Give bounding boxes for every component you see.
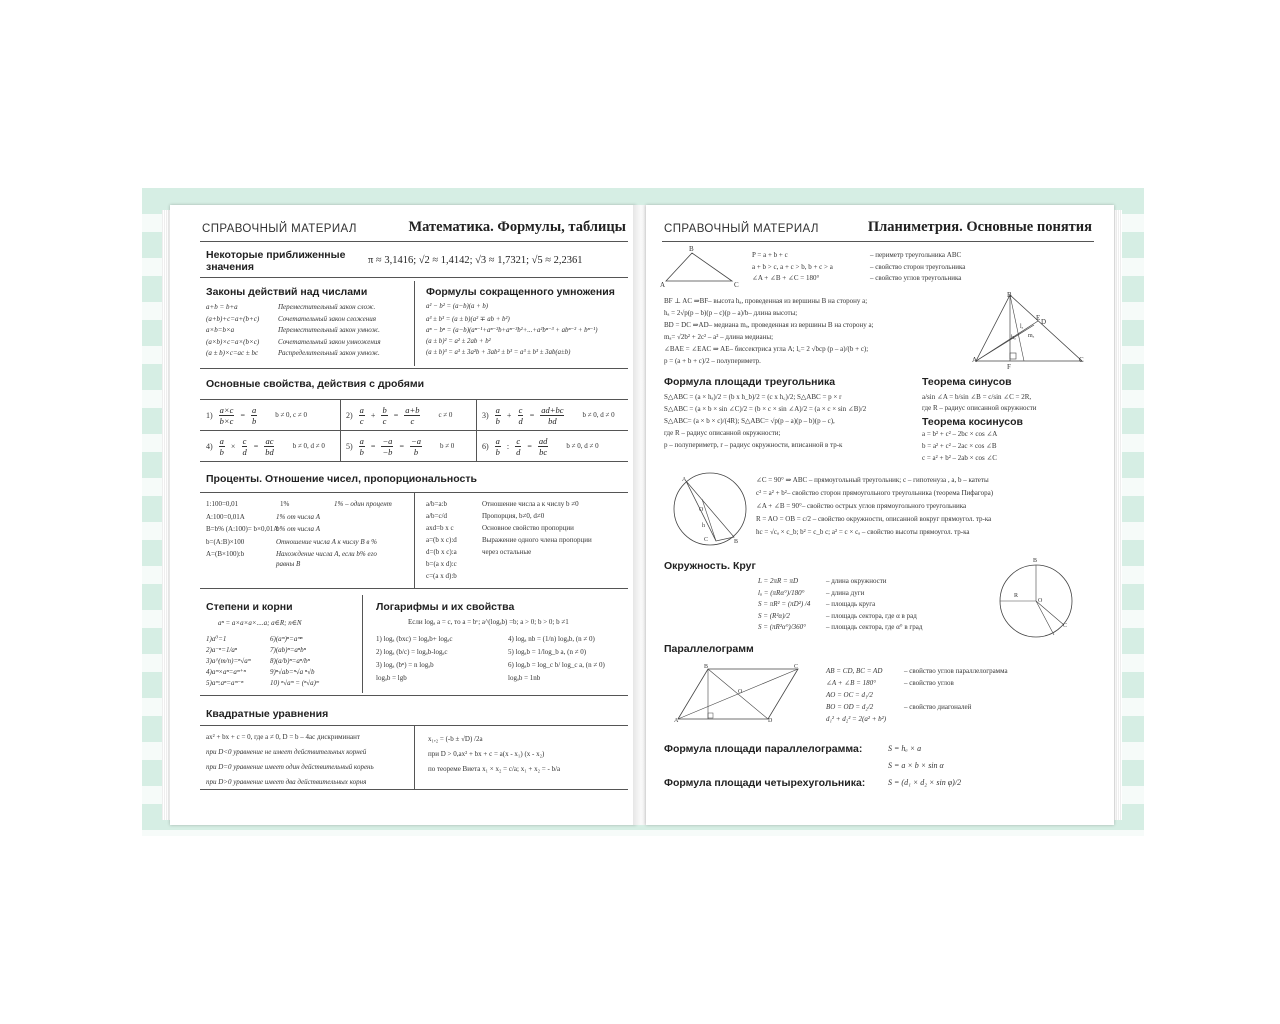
divider — [200, 461, 628, 462]
circle-description: – длина окружности — [826, 577, 887, 585]
fraction — [359, 405, 365, 426]
label-a-point: A — [682, 477, 687, 483]
fraction-condition: b ≠ 0 — [439, 442, 455, 450]
power-rule: 5)aᵐ:aⁿ=aᵐ⁻ⁿ — [206, 679, 244, 687]
power-rule: 9)ⁿ√ab=ⁿ√a ⁿ√b — [270, 668, 315, 676]
law-formula: a+b = b+a — [206, 303, 238, 311]
page-edge — [162, 210, 170, 820]
ratio-description: Выражение одного члена пропорции — [482, 536, 592, 544]
fraction — [264, 436, 275, 457]
label-b-point: B — [689, 245, 694, 253]
law-formula: (a+b)+c=a+(b+c) — [206, 314, 260, 323]
power-rule: 6)(aᵐ)ⁿ=aᵐⁿ — [270, 635, 303, 643]
label-a-point: A — [972, 356, 978, 364]
law-description: Сочетательный закон сложения — [278, 314, 377, 323]
fraction — [219, 436, 225, 457]
page-title: Планиметрия. Основные понятия — [867, 219, 1092, 235]
triangle-altitude-diagram — [972, 291, 1086, 365]
triangle-line: hₐ = 2√p(p – b)(p – c)(p – a)/b– длина высоты; — [664, 309, 798, 317]
fraction-item — [346, 403, 452, 427]
area-title: Формула площади треугольника — [664, 376, 836, 388]
fractions-title: Основные свойства, действия с дробями — [206, 378, 425, 390]
area-formula: S△ABC = (a × hₐ)/2 = (b x h_b)/2 = (c x h꜀)/2; S△ABC = p × r — [664, 393, 842, 401]
label-c-point: C — [734, 281, 739, 289]
fraction-number: 3) — [482, 410, 489, 420]
fraction-numerator: ad — [538, 435, 548, 446]
equals-sign: = — [399, 441, 404, 451]
ratio-formula: a/b=c/d — [426, 512, 448, 520]
triangle-description: – свойство сторон треугольника — [870, 262, 966, 271]
divider — [662, 241, 1094, 242]
log-rule: 6) logₐb = log_c b/ log_c a, (n ≠ 0) — [508, 661, 605, 669]
fraction — [410, 436, 422, 457]
sines-title: Теорема синусов — [922, 376, 1012, 388]
fraction-item — [206, 434, 325, 458]
triangle-description: – периметр треугольника ABC — [870, 251, 962, 259]
fraction-denominator: c — [382, 415, 387, 426]
parallelogram-description: – свойство диагоналей — [904, 703, 972, 711]
parallelogram-formula: ∠A + ∠B = 180° — [826, 679, 876, 687]
percent-formula: A=(B×100):b — [206, 550, 245, 558]
short-mult-formula: a³ ± b³ = (a ± b)(a² ∓ ab + b²) — [426, 315, 510, 323]
fraction-numerator: c — [516, 435, 521, 446]
fraction-numerator: b — [382, 404, 387, 415]
divider — [414, 281, 415, 366]
divider — [200, 368, 628, 369]
right-triangle-rule: c² = a² + b²– свойство сторон прямоугольного треугольника (теорема Пифагора) — [756, 489, 994, 497]
fraction-condition: b ≠ 0, d ≠ 0 — [292, 442, 325, 450]
quadratic-formula: при D > 0,ax² + bx + c = a(x - x₁) (x - x₂) — [428, 750, 545, 758]
fraction-denominator: b — [219, 446, 224, 457]
cosines-formula: a = b² + c² – 2bc × cos ∠A — [922, 430, 998, 438]
divider — [200, 588, 628, 589]
operator: + — [506, 410, 512, 420]
cosines-formula: c = a² + b² – 2ab × cos ∠C — [922, 454, 997, 462]
fraction — [515, 436, 521, 457]
fraction-denominator: bc — [539, 446, 548, 457]
fraction-denominator: b — [359, 446, 364, 457]
fraction-denominator: d — [516, 446, 521, 457]
equals-sign: = — [529, 410, 535, 420]
fraction-numerator: a — [495, 435, 500, 446]
fraction — [538, 436, 549, 457]
fraction-denominator: b — [495, 446, 500, 457]
triangle-line: mₐ= √2b² + 2c² – a² – длина медианы; — [664, 333, 774, 341]
circle-title: Окружность. Круг — [664, 560, 756, 572]
fraction-condition: b ≠ 0, d ≠ 0 — [566, 442, 599, 450]
percent-description: Отношение числа A к числу B в % — [276, 537, 377, 546]
fraction — [495, 405, 501, 426]
triangle-line: BF ⊥ AC ⇒BF– высота hₐ, проведенная из вершины B на сторону a; — [664, 297, 868, 305]
label-o-point: O — [738, 689, 743, 695]
fraction-numerator: c — [242, 435, 247, 446]
power-rule: 3)a^(m/n)=ⁿ√aᵐ — [206, 657, 251, 665]
fraction-number: 6) — [482, 441, 489, 451]
ratio-formula: axd=b x c — [426, 524, 454, 532]
fraction-numerator: a — [219, 435, 224, 446]
fraction-number: 1) — [206, 410, 213, 420]
logs-title: Логарифмы и их свойства — [376, 601, 515, 613]
ratio-description: Пропорция, b≠0, d≠0 — [482, 512, 545, 520]
fraction — [251, 405, 257, 426]
fraction-denominator: −b — [382, 446, 393, 457]
parallelogram-area-formula-2: S = a × b × sin α — [888, 761, 944, 770]
fraction-condition: b ≠ 0, c ≠ 0 — [275, 411, 307, 419]
fraction-number: 5) — [346, 441, 353, 451]
fraction-condition: c ≠ 0 — [438, 411, 453, 419]
parallelogram-area-formula-1: S = hₐ × a — [888, 744, 922, 753]
fraction-number: 2) — [346, 410, 353, 420]
quadratic-formula: по теореме Виета x₁ × x₂ = c/a; x₁ + x₂ = - b/a — [428, 765, 561, 773]
log-rule: 4) logₐ nb = (1/n) logₐb, (n ≠ 0) — [508, 635, 595, 643]
divider — [200, 277, 628, 278]
label-ha: hₐ — [1011, 335, 1016, 341]
circle-description: – площадь сектора, где α в рад — [826, 611, 917, 620]
approx-values: π ≈ 3,1416; √2 ≈ 1,4142; √3 ≈ 1,7321; √5 ≈ 2,2361 — [368, 255, 583, 266]
short-mult-title: Формулы сокращенного умножения — [426, 286, 615, 298]
divider — [362, 595, 363, 693]
fraction — [219, 405, 235, 426]
fraction-numerator: a — [495, 404, 500, 415]
fraction-item — [482, 403, 615, 427]
quadratic-formula: x₁,₂ = (-b ± √D) /2a — [428, 735, 483, 743]
log-rule: logₐb = lgb — [376, 674, 407, 682]
circle-formula: lₐ = (πRα°)/180° — [758, 588, 805, 597]
ratio-formula: b=(a x d):c — [426, 560, 457, 568]
left-page — [170, 205, 636, 825]
fraction-item — [482, 434, 599, 458]
parallelogram-formula: AO = OC = d₁/2 — [826, 691, 873, 699]
triangle-diagram — [662, 247, 736, 287]
logs-definition: Если logₐ a = c, то a = bᶜ; a^(logₐb) =b; a > 0; b > 0; b ≠1 — [408, 618, 569, 626]
label-la: lₐ — [1020, 324, 1024, 330]
fraction-numerator: a×c — [219, 404, 234, 415]
label-c-point: C — [1079, 356, 1084, 364]
fraction-numerator: a+b — [405, 404, 420, 415]
label-c-point: C — [704, 537, 709, 543]
approx-title: Некоторые приближенные — [206, 249, 346, 261]
cosines-title: Теорема косинусов — [922, 416, 1023, 428]
page-edge — [1114, 210, 1122, 820]
fraction — [381, 405, 387, 426]
circle-formula: S = (πR²α°)/360° — [758, 623, 806, 631]
fraction-denominator: b — [495, 415, 500, 426]
circle-description: – длина дуги — [826, 588, 865, 597]
parallelogram-formula: d₁² + d₂² = 2(a² + b²) — [826, 715, 887, 723]
percent-description: равны B — [276, 560, 301, 568]
circle-formula: S = (R²α)/2 — [758, 611, 790, 620]
parallelogram-formula: BO = OD = d₂/2 — [826, 703, 874, 711]
ratio-formula: a=(b x c):d — [426, 536, 457, 544]
law-formula: (a ± b)×c=ac ± bc — [206, 349, 259, 357]
divider — [200, 695, 628, 696]
fraction-numerator: a — [251, 404, 257, 415]
sines-formula: где R – радиус описанной окружности — [922, 404, 1037, 412]
divider — [476, 399, 477, 461]
label-ma: mₐ — [1028, 333, 1035, 339]
equals-sign: = — [393, 410, 399, 420]
fraction-numerator: a — [359, 435, 364, 446]
cosines-formula: b = a² + c² – 2ac × cos ∠B — [922, 442, 997, 450]
power-rule: 4)aᵐ×aⁿ=aᵐ⁺ⁿ — [206, 668, 246, 676]
fraction-numerator: ad+bc — [541, 404, 564, 415]
log-rule: 3) logₐ (bⁿ) = n logₐb — [376, 661, 434, 669]
label-o-point: O — [699, 507, 704, 513]
fraction-denominator: d — [518, 415, 523, 426]
label-o-point: O — [1038, 598, 1043, 604]
power-rule: 2)a⁻ⁿ=1/aⁿ — [206, 646, 238, 654]
fraction — [359, 436, 365, 457]
divider — [200, 241, 628, 242]
circle-formula: L = 2πR = πD — [758, 577, 799, 585]
right-triangle-rule: hc = √cₐ × c_b; b² = c_b c; a² = c × cₐ – свойство высоты прямоугол. тр-ка — [756, 528, 970, 536]
equals-sign: = — [253, 441, 259, 451]
log-rule: 5) logₐb = 1/log_b a, (n ≠ 0) — [508, 648, 587, 656]
operator: + — [370, 410, 376, 420]
fraction-denominator: c — [410, 415, 415, 426]
area-formula: p – полупериметр, r – радиус окружности, вписанной в тр-к — [664, 441, 843, 449]
label-b-point: B — [1007, 291, 1012, 299]
percents-title: Проценты. Отношение чисел, пропорциональность — [206, 473, 477, 485]
log-rule: logₐb = 1nb — [508, 674, 541, 682]
ratio-formula: d=(b x c):a — [426, 548, 457, 556]
circle-formula: S = πR² = (πD²) /4 — [758, 600, 811, 608]
label-c-point: C — [794, 664, 799, 670]
label-f-point: F — [1007, 363, 1011, 371]
fraction-numerator: a — [359, 404, 364, 415]
triangle-line: p = (a + b + c)/2 – полупериметр. — [664, 357, 761, 365]
fraction-denominator: bd — [265, 446, 274, 457]
fraction-numerator: −a — [410, 435, 421, 446]
ratio-description: Отношение числа a к числу b ≠0 — [482, 500, 579, 508]
fraction-number: 4) — [206, 441, 213, 451]
quadrilateral-area-title: Формула площади четырехугольника: — [664, 777, 866, 789]
area-formula: S△ABC= (a × b × c)/(4R); S△ABC= √p(p – a)(p – b)(p – c), — [664, 417, 835, 425]
fraction-denominator: c — [359, 415, 364, 426]
law-description: Переместительный закон умнож. — [278, 326, 380, 334]
fraction-denominator: d — [242, 446, 247, 457]
right-page — [646, 205, 1114, 825]
short-mult-formula: (a ± b)² = a² ± 2ab + b² — [426, 337, 491, 345]
parallelogram-title: Параллелограмм — [664, 643, 754, 655]
divider — [200, 789, 628, 790]
quadrilateral-area-formula: S = (d₁ × d₂ × sin φ)/2 — [888, 778, 962, 787]
power-rule: 10) ⁿ√aᵐ = (ⁿ√a)ᵐ — [270, 679, 319, 687]
fraction-numerator: ac — [265, 435, 274, 446]
percent-description: b% от числа A — [276, 525, 320, 533]
quadratic-rule: при D>0 уравнение имеет два действительных корня — [206, 778, 367, 786]
fraction-numerator: −a — [382, 435, 393, 446]
triangle-line: ∠BAE = ∠EAC ⇒ AE– биссектриса угла A; l꜀= 2 √bcp (p – a)/(b + c); — [664, 345, 869, 353]
quadratic-rule: ax² + bx + c = 0, где a ≠ 0, D = b – 4ac дискриминант — [206, 733, 360, 741]
right-triangle-rule: ∠C = 90° ⇒ ABC – прямоугольный треугольник; c – гипотенуза , a, b – катеты — [756, 476, 989, 484]
area-formula: где R – радиус описанной окружности; — [664, 429, 781, 437]
divider — [414, 492, 415, 588]
circle-description: – площадь сектора, где α° в град — [826, 623, 923, 631]
fraction-denominator: b — [251, 415, 257, 426]
equals-sign: = — [370, 441, 376, 451]
triangle-line: BD = DC ⇒AD– медиана mₐ, проведенная из вершины B на сторону a; — [664, 321, 874, 329]
label-e-point: E — [1036, 314, 1041, 322]
fraction-numerator: c — [518, 404, 523, 415]
divider — [200, 430, 628, 431]
fraction — [495, 436, 501, 457]
percent-formula: 1:100=0,01 — [206, 500, 239, 508]
law-description: Переместительный закон слож. — [278, 303, 376, 311]
divider — [340, 399, 341, 461]
percent-formula: A:100=0,01A — [206, 512, 245, 521]
percent-value: 1% — [280, 500, 290, 508]
parallelogram-description: – свойство углов — [904, 679, 954, 687]
label-a-point: A — [660, 281, 666, 289]
short-mult-formula: aⁿ − bⁿ = (a−b)(aⁿ⁻¹+aⁿ⁻²b+aⁿ⁻³b²+...+a²bⁿ⁻³ + abⁿ⁻² + bⁿ⁻¹) — [426, 327, 598, 334]
equals-sign: = — [240, 410, 245, 420]
right-triangle-rule: R = AO = OB = c/2 – свойство окружности, описанной вокруг прямоугол. тр-ка — [756, 515, 992, 523]
triangle-formula: a + b > c, a + c > b, b + c > a — [752, 262, 833, 271]
header-label: СПРАВОЧНЫЙ МАТЕРИАЛ — [202, 223, 357, 235]
percent-formula: b=(A:B)×100 — [206, 537, 245, 546]
law-formula: (a×b)×c=a×(b×c) — [206, 337, 260, 346]
divider — [200, 399, 628, 400]
fraction-condition: b ≠ 0, d ≠ 0 — [582, 411, 615, 419]
ratio-description: через остальные — [482, 548, 532, 556]
approx-title-2: значения — [206, 261, 254, 273]
label-b-point: B — [1033, 558, 1038, 564]
sines-formula: a/sin ∠A = b/sin ∠B = c/sin ∠C = 2R, — [922, 393, 1032, 401]
divider — [414, 725, 415, 789]
ratio-description: Основное свойство пропорции — [482, 524, 574, 532]
laws-title: Законы действий над числами — [206, 286, 368, 298]
page-title: Математика. Формулы, таблицы — [408, 219, 626, 235]
fraction — [540, 405, 564, 426]
percent-description: 1% – один процент — [334, 500, 392, 508]
parallelogram-description: – свойство углов параллелограмма — [904, 667, 1008, 675]
ratio-formula: a/b=a:b — [426, 500, 448, 508]
label-h: h — [702, 523, 705, 529]
log-rule: 2) logₐ (b/c) = logₐb-logₐc — [376, 648, 448, 656]
law-description: Сочетательный закон умножения — [278, 337, 381, 346]
powers-definition: aⁿ = a×a×a×....a; a∈R; n∈N — [218, 619, 302, 627]
powers-title: Степени и корни — [206, 601, 293, 613]
fraction — [404, 405, 420, 426]
short-mult-formula: a² − b² = (a−b)(a + b) — [426, 303, 489, 310]
label-b-point: B — [704, 664, 709, 670]
power-rule: 7)(ab)ⁿ=aⁿbⁿ — [270, 646, 306, 654]
label-r: R — [1014, 593, 1019, 599]
fraction-denominator: b — [413, 446, 419, 457]
fraction — [517, 405, 523, 426]
fraction-denominator: b×c — [219, 415, 234, 426]
percent-description: Нахождение числа A, если b% его — [276, 550, 377, 558]
label-a-point: A — [674, 718, 679, 724]
fraction-denominator: bd — [548, 415, 557, 426]
operator: × — [230, 441, 236, 451]
fraction-item — [346, 434, 454, 458]
percent-formula: B=b% (A:100)= b×0,01A — [206, 525, 279, 533]
parallelogram-formula: AB = CD, BC = AD — [826, 667, 883, 675]
law-formula: a×b=b×a — [206, 326, 235, 334]
right-triangle-rule: ∠A + ∠B = 90°– свойство острых углов прямоугольного треугольника — [756, 502, 967, 510]
triangle-formula: P = a + b + c — [752, 251, 788, 259]
equals-sign: = — [527, 441, 532, 451]
power-rule: 8)(a/b)ⁿ=aⁿ/bⁿ — [270, 657, 310, 665]
parallelogram-area-title: Формула площади параллелограмма: — [664, 743, 863, 755]
quadratic-rule: при D=0 уравнение имеет один действительный корень — [206, 763, 374, 771]
operator: : — [506, 441, 510, 451]
label-b-point: B — [734, 539, 739, 545]
fraction — [381, 436, 393, 457]
fraction — [241, 436, 247, 457]
short-mult-formula: (a ± b)³ = a³ ± 3a²b + 3ab² ± b³ = a³ ± b³ ± 3ab(a±b) — [426, 349, 571, 356]
law-description: Распределительный закон умнож. — [278, 349, 380, 357]
label-d-point: D — [768, 718, 773, 724]
label-d-point: D — [1041, 318, 1047, 326]
power-rule: 1)a⁰=1 — [206, 635, 227, 643]
quadratic-title: Квадратные уравнения — [206, 708, 329, 720]
log-rule: 1) logₐ (bxc) = logₐb+ logₐc — [376, 635, 453, 643]
circle-description: – площадь круга — [826, 600, 876, 608]
percent-description: 1% от числа A — [276, 512, 320, 521]
area-formula: S△ABC = (a × b × sin ∠C)/2 = (b × c × sin ∠A)/2 = (a × c × sin ∠B)/2 — [664, 405, 867, 413]
quadratic-rule: при D<0 уравнение не имеет действительных корней — [206, 748, 367, 756]
triangle-description: – свойство углов треугольника — [870, 274, 962, 282]
label-c-point: C — [1063, 623, 1068, 629]
fraction-item — [206, 403, 307, 427]
header-label: СПРАВОЧНЫЙ МАТЕРИАЛ — [664, 223, 819, 235]
triangle-formula: ∠A + ∠B + ∠C = 180° — [752, 274, 820, 282]
ratio-formula: c=(a x d):b — [426, 572, 457, 580]
